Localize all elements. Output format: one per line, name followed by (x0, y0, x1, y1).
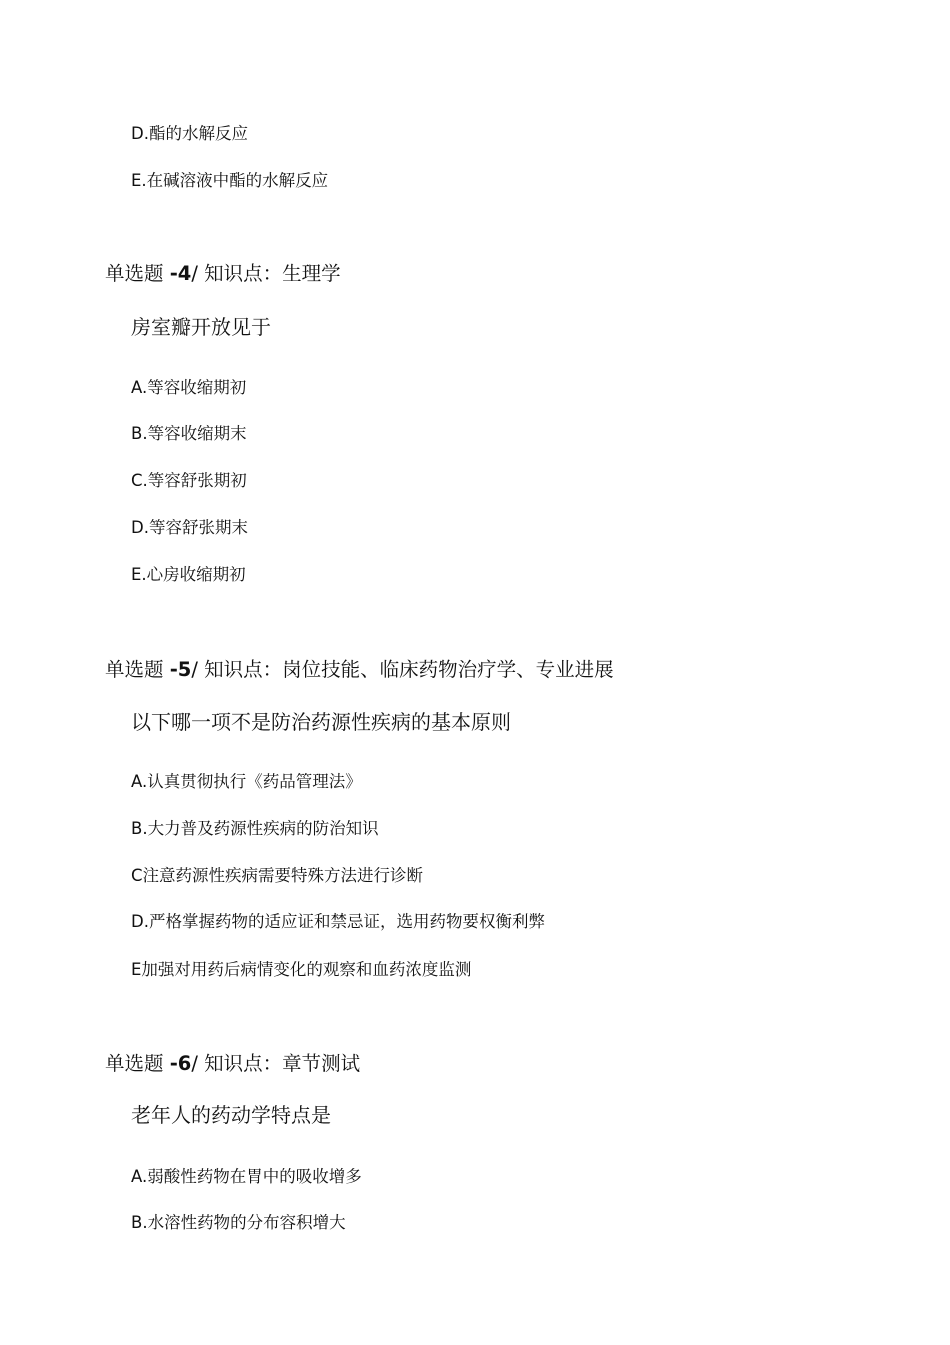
question-5-stem: 以下哪一项不是防治药源性疾病的基本原则 (131, 710, 511, 734)
question-type: 单选题 (105, 1052, 164, 1075)
question-4-option-d: D.等容舒张期末 (131, 518, 248, 537)
question-tag: / 知识点：生理学 (191, 262, 341, 285)
question-5-header (105, 654, 614, 682)
question-5-option-e: E加强对用药后病情变化的观察和血药浓度监测 (131, 960, 472, 979)
question-number: -5 (169, 658, 192, 681)
question-number: -4 (169, 262, 192, 285)
question-4-option-b: B.等容收缩期末 (131, 424, 247, 443)
question-tag: / 知识点：章节测试 (191, 1052, 361, 1075)
question-tag: / 知识点：岗位技能、临床药物治疗学、专业进展 (191, 658, 614, 681)
question-5-option-a: A.认真贯彻执行《药品管理法》 (131, 772, 362, 791)
option-prev-d: D.酯的水解反应 (131, 124, 248, 143)
question-5-option-b: B.大力普及药源性疾病的防治知识 (131, 819, 379, 838)
question-4-option-e: E.心房收缩期初 (131, 565, 246, 584)
question-4-header (105, 258, 341, 286)
question-6-stem: 老年人的药动学特点是 (131, 1103, 331, 1127)
question-5-option-d: D.严格掌握药物的适应证和禁忌证，选用药物要权衡利弊 (131, 912, 545, 931)
question-4-option-a: A.等容收缩期初 (131, 378, 247, 397)
option-prev-e: E.在碱溶液中酯的水解反应 (131, 171, 329, 190)
question-number: -6 (169, 1052, 192, 1075)
question-6-option-a: A.弱酸性药物在胃中的吸收增多 (131, 1167, 362, 1186)
question-4-option-c: C.等容舒张期初 (131, 471, 247, 490)
question-6-option-b: B.水溶性药物的分布容积增大 (131, 1213, 346, 1232)
question-6-header (105, 1048, 360, 1076)
question-4-stem: 房室瓣开放见于 (131, 315, 271, 339)
question-type: 单选题 (105, 658, 164, 681)
question-type: 单选题 (105, 262, 164, 285)
question-5-option-c: C注意药源性疾病需要特殊方法进行诊断 (131, 866, 424, 885)
